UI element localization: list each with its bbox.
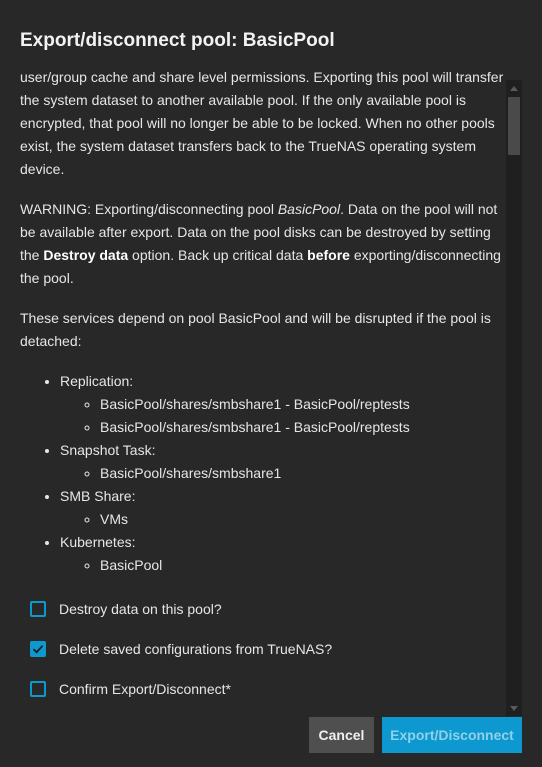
- service-item-replication: [60, 370, 506, 439]
- delete-configs-checkbox-row[interactable]: [30, 637, 506, 661]
- service-item-smb-share: [60, 485, 506, 531]
- service-subitems: [60, 393, 506, 439]
- warning-pool-name: BasicPool: [277, 201, 341, 217]
- service-name: Snapshot Task:: [60, 442, 156, 458]
- destroy-data-label[interactable]: Destroy data on this pool?: [59, 600, 222, 617]
- service-subitem: ◦ BasicPool/shares/smbshare1: [100, 462, 506, 485]
- confirm-label[interactable]: Confirm Export/Disconnect*: [59, 680, 231, 697]
- warning-middle2: option. Back up critical data: [128, 247, 308, 263]
- warning-prefix: WARNING: Exporting/disconnecting pool: [20, 201, 278, 217]
- warning-middle: . Data on the pool will not be available after export. Data on the pool disks can be destroyed by setting the: [20, 201, 498, 263]
- service-name: Kubernetes:: [60, 534, 136, 550]
- service-subitem: ◦ BasicPool/shares/smbshare1 - BasicPool/reptests: [100, 416, 506, 439]
- content-scrollbar[interactable]: [506, 80, 522, 716]
- destroy-data-checkbox-row[interactable]: [30, 597, 506, 621]
- services-list: [20, 370, 506, 577]
- warning-paragraph: [20, 198, 506, 290]
- scroll-up-icon[interactable]: [506, 80, 522, 96]
- services-paragraph: These services depend on pool BasicPool and will be disrupted if the pool is detached:: [20, 310, 491, 349]
- service-subitems: [60, 554, 506, 577]
- cancel-button[interactable]: Cancel: [309, 717, 374, 753]
- export-disconnect-button[interactable]: Export/Disconnect: [382, 717, 522, 753]
- service-item-kubernetes: [60, 531, 506, 577]
- service-subitems: [60, 508, 506, 531]
- service-subitems: [60, 462, 506, 485]
- service-name: Replication:: [60, 373, 134, 389]
- service-subitem: ◦ BasicPool: [100, 554, 506, 577]
- warning-suffix: exporting/disconnecting the pool.: [20, 247, 501, 286]
- intro-paragraph: user/group cache and share level permissions. Exporting this pool will transfer the system dataset to another available pool. If the only available pool is encrypted, that pool will no longer be able to be locked. When no other pools exist, the system dataset transfers back to the TrueNAS operating system device.: [20, 69, 504, 177]
- dialog-title: Export/disconnect pool: BasicPool: [20, 30, 335, 51]
- warning-destroy-option: Destroy data: [43, 247, 129, 263]
- dialog-content-scroll[interactable]: [0, 69, 522, 716]
- warning-before: before: [307, 247, 350, 263]
- check-icon: [32, 643, 44, 655]
- scrollbar-thumb[interactable]: [508, 97, 520, 155]
- service-subitem: ◦ BasicPool/shares/smbshare1 - BasicPool/reptests: [100, 393, 506, 416]
- service-item-snapshot-task: [60, 439, 506, 485]
- confirm-checkbox[interactable]: [30, 681, 46, 697]
- scroll-down-icon[interactable]: [506, 700, 522, 716]
- confirm-checkbox-row[interactable]: [30, 677, 506, 701]
- delete-configs-label[interactable]: Delete saved configurations from TrueNAS?: [59, 640, 333, 657]
- dialog-content: [20, 66, 506, 717]
- destroy-data-checkbox[interactable]: [30, 601, 46, 617]
- service-name: SMB Share:: [60, 488, 136, 504]
- service-subitem: ◦ VMs: [100, 508, 506, 531]
- delete-configs-checkbox[interactable]: [30, 641, 46, 657]
